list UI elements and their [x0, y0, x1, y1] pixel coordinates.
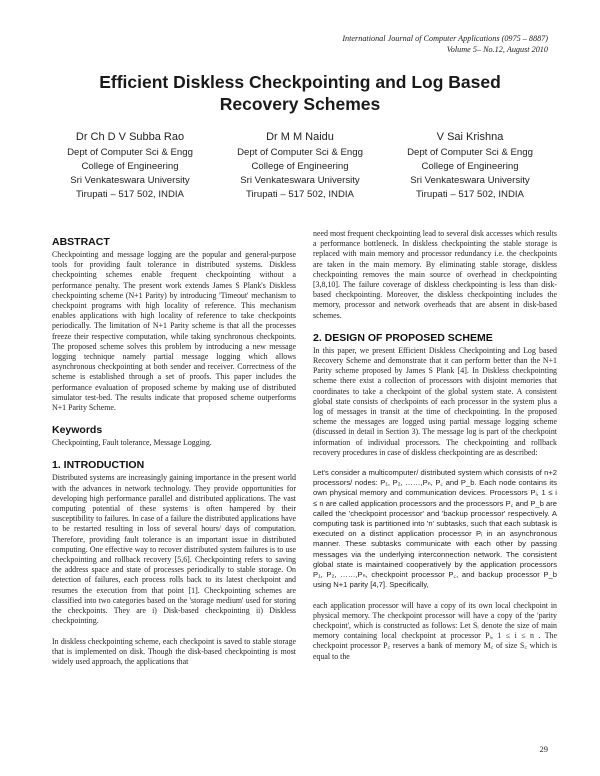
- journal-volume: Volume 5– No.12, August 2010: [446, 45, 548, 54]
- journal-header: [342, 33, 548, 55]
- author-3: [390, 130, 550, 202]
- author-college: College of Engineering: [81, 161, 179, 172]
- title-line-2: Recovery Schemes: [219, 94, 381, 114]
- design-paragraph-2: Let's consider a multicomputer/ distributed system which consists of n+2 processors/ nodes: P₁, P₂, ……,Pₙ, P꜀ and P_b. Each node contains its own physical memory and communication devices. Processors Pᵢ, 1 ≤ i ≤ n are called application processors and the processors P꜀ and P_b are called the 'checkpoint processor' and 'backup processor' respectively. A computing task is partitioned into 'n' subtasks, such that each subtask is executed on a distinct application processor Pᵢ in an asynchronous manner. These subtasks communicate with each other by passing messages via the underlying interconnection network. The consistent global state is maintained cooperatively by the application processors P₁, P₂, ……,Pₙ, checkpoint processor P꜀, and backup processor P_b using N+1 parity [4,7]. Specifically,: [313, 468, 557, 590]
- left-column: [52, 236, 296, 667]
- intro-continued-paragraph: need most frequent checkpointing lead to several disk accesses which results a performance bottleneck. In diskless checkpointing the stable storage is replaced with main memory and processor redundancy i.e. the checkpoints are taken in the main memory. By eliminating stable storage, diskless checkpointing removes the main source of overhead in checkpointing [3,8,10]. The failure coverage of diskless checkpointing is less than disk-based checkpointing. Moreover, the diskless checkpointing includes the memory, processor and network overheads that are absent in disk-based schemes.: [313, 229, 557, 320]
- abstract-text: Checkpointing and message logging are the popular and general-purpose tools for providing fault tolerance in distributed systems. Diskless checkpointing schemes enable frequent checkpointing without a performance penalty. The present work extends James S Plank's Diskless checkpointing scheme (N+1 Parity) by introducing 'Timeout' mechanism to checkpoint programs with high locality of reference. This mechanism enables applications with high locality of reference to take checkpoints periodically. The limitation of N+1 Parity scheme is that all the processes freeze their respective computation, while taking synchronous checkpoints. The proposed scheme solves this problem by introducing a new message logging technique namely partial message logging which allows asynchronous checkpointing at both sender and receiver. Correctness of the scheme is established through a set of proofs. This paper includes the performance evaluation of proposed scheme by making use of distributed simulator test-bed. The results indicate that proposed scheme outperforms N+1 Parity Scheme.: [52, 250, 296, 413]
- journal-name: International Journal of Computer Applications (0975 – 8887): [342, 34, 548, 43]
- design-heading: 2. DESIGN OF PROPOSED SCHEME: [313, 331, 493, 344]
- author-name: Dr Ch D V Subba Rao: [75, 131, 185, 143]
- author-2: [220, 130, 380, 202]
- keywords-heading: Keywords: [52, 424, 103, 437]
- author-1: [50, 130, 210, 202]
- introduction-heading: 1. INTRODUCTION: [52, 459, 145, 472]
- author-dept: Dept of Computer Sci & Engg: [67, 147, 193, 158]
- author-college: College of Engineering: [421, 161, 519, 172]
- author-name: V Sai Krishna: [436, 131, 504, 143]
- author-university: Sri Venkateswara University: [70, 175, 190, 186]
- abstract-heading: ABSTRACT: [52, 236, 110, 248]
- author-university: Sri Venkateswara University: [410, 175, 530, 186]
- design-paragraph-1: In this paper, we present Efficient Diskless Checkpointing and Log based Recovery Scheme and demonstrate that it can perform better than the N+1 Parity scheme proposed by James S Plank [4]. In Diskless checkpointing scheme there exist a collection of processors with disjoint memories that coordinates to take a checkpoint of the global system state. A consistent global state consists of checkpoints of each processor in the system plus a log of messages in transit at the time of checkpointing. In the proposed scheme the messages are logged using partial message logging scheme (discussed in detail in Section 3). The message log is part of the checkpoint information of individual processors. The checkpointing and rollback recovery procedures in case of diskless checkpointing are as described:: [313, 345, 557, 457]
- introduction-paragraph-1: Distributed systems are increasingly gaining importance in the present world with the advances in network technology. They provide opportunities for developing high performance parallel and distributed applications. The vast computing potential of these systems is often hampered by their susceptibility to failures. In case of a failure the distributed applications have to be restarted resulting in loss of several hours/ days of computation. Therefore, providing fault tolerance is an important issue in distributed computing. One effective way to recover distributed system failures is to use checkpointing and rollback recovery [5,6]. Checkpointing refers to saving the address space and state of processes periodically to stable storage. On detection of failures, each process rolls back to its latest checkpoint and resumes the execution from that point [1]. Checkpointing schemes are classified into two categories based on the 'storage medium' used for storing the checkpoints. They are i) Disk-based checkpointing ii) Diskless checkpointing.: [52, 473, 296, 626]
- author-address: Tirupati – 517 502, INDIA: [76, 189, 184, 200]
- author-address: Tirupati – 517 502, INDIA: [246, 189, 354, 200]
- author-college: College of Engineering: [251, 161, 349, 172]
- author-dept: Dept of Computer Sci & Engg: [407, 147, 533, 158]
- page-number: 29: [539, 744, 548, 754]
- author-name: Dr M M Naidu: [266, 131, 334, 143]
- introduction-paragraph-2: In diskless checkpointing scheme, each checkpoint is saved to stable storage that is implemented on disk. Though the disk-based checkpointing is most widely used approach, the applications that: [52, 636, 296, 666]
- right-column: [313, 229, 557, 662]
- author-block: [50, 130, 550, 202]
- author-address: Tirupati – 517 502, INDIA: [416, 189, 524, 200]
- author-university: Sri Venkateswara University: [240, 175, 360, 186]
- keywords-text: Checkpointing, Fault tolerance, Message Logging.: [52, 438, 212, 448]
- title-line-1: Efficient Diskless Checkpointing and Log Based: [99, 72, 501, 92]
- author-dept: Dept of Computer Sci & Engg: [237, 147, 363, 158]
- paper-title: [40, 71, 560, 115]
- design-paragraph-3: each application processor will have a copy of its own local checkpoint in physical memory. The checkpoint processor will have a copy of the 'parity checkpoint', which is constructed as follows: Let Sᵢ denote the size of main memory containing local checkpoint at processor Pᵢ, 1 ≤ i ≤ n . The checkpoint processor P꜀ reserves a bank of memory M꜀ of size S꜀ which is equal to the: [313, 600, 557, 661]
